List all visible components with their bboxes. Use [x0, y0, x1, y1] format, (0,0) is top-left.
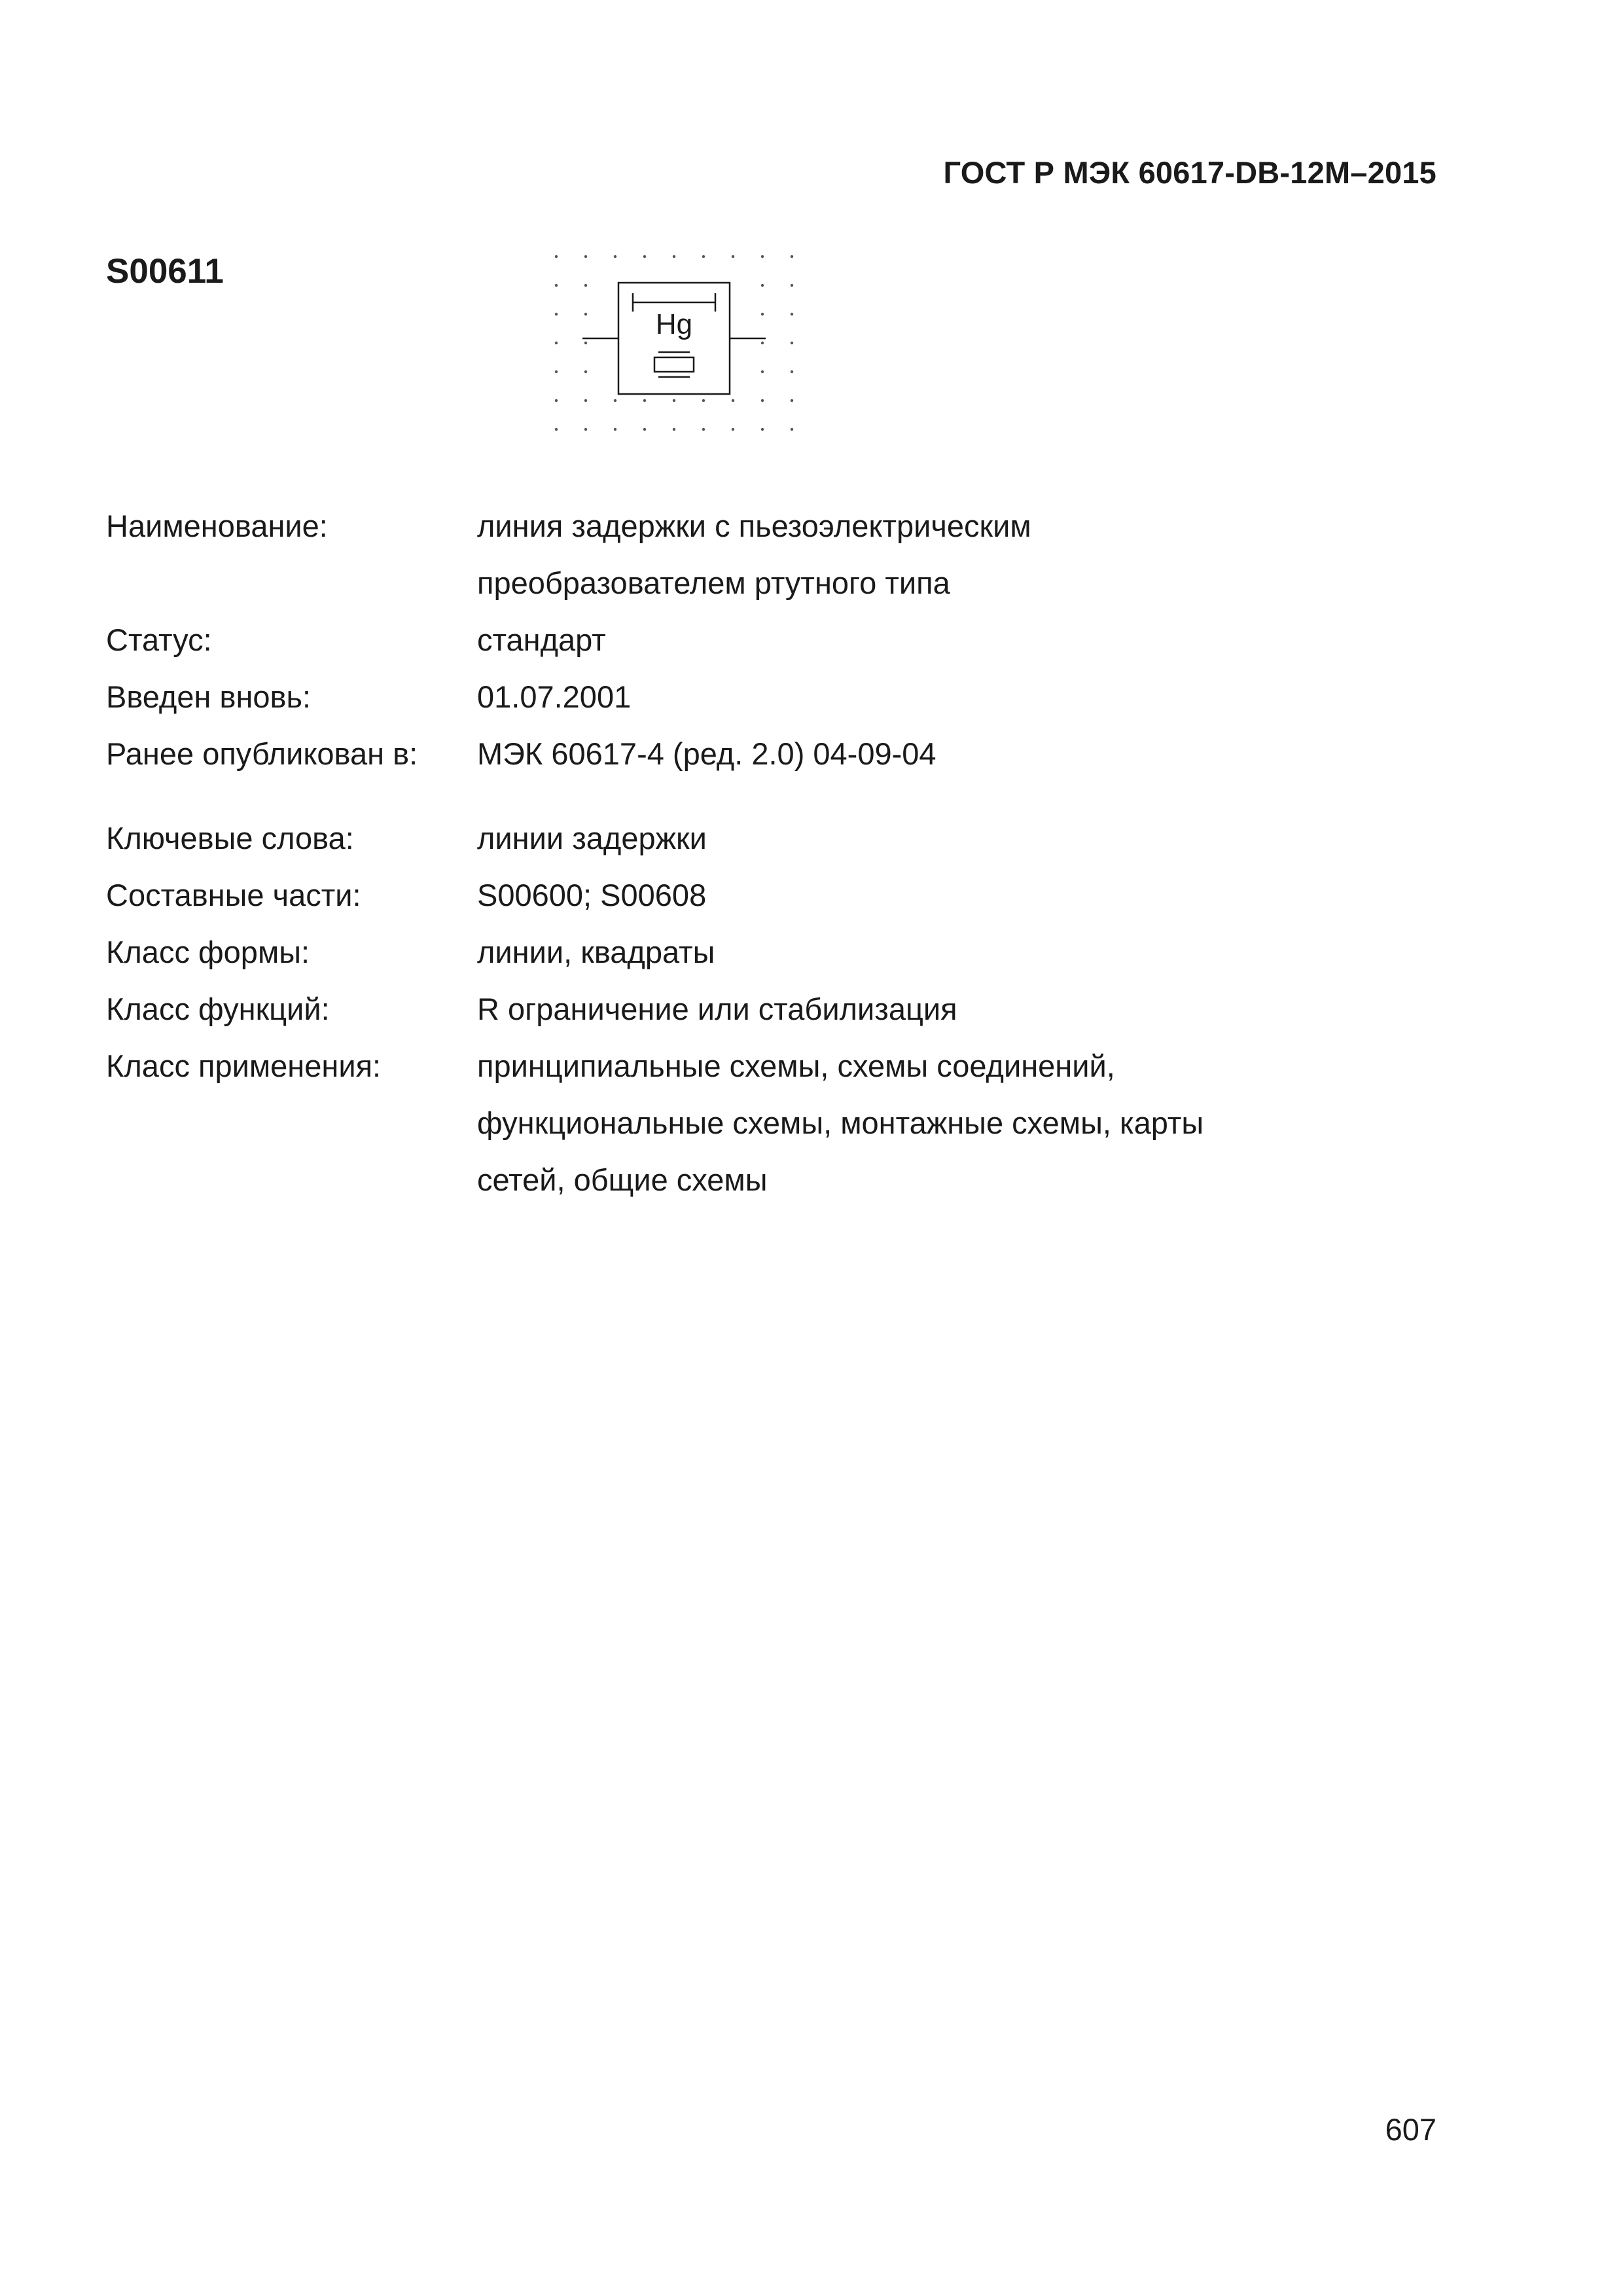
- grid-dots: [555, 255, 793, 431]
- property-row: [106, 810, 1448, 867]
- mercury-label: Hg: [655, 308, 693, 340]
- grid-dot: [555, 399, 558, 402]
- property-row: [106, 497, 1448, 554]
- property-label: Ключевые слова:: [106, 821, 354, 855]
- grid-dot: [732, 255, 734, 258]
- grid-dot: [643, 399, 646, 402]
- grid-dot: [761, 255, 764, 258]
- standard-designation: ГОСТ Р МЭК 60617-DB-12M–2015: [943, 155, 1436, 190]
- transducer-element: [654, 357, 694, 372]
- grid-dot: [614, 255, 616, 258]
- property-label: Статус:: [106, 622, 212, 657]
- property-value: сетей, общие схемы: [477, 1162, 768, 1197]
- property-value: преобразователем ртутного типа: [477, 565, 950, 600]
- property-value: линии задержки: [477, 821, 707, 855]
- grid-dot: [555, 370, 558, 373]
- grid-dot: [555, 284, 558, 287]
- property-label: [106, 1094, 477, 1151]
- grid-dot: [584, 428, 587, 431]
- grid-dot: [673, 255, 675, 258]
- grid-dot: [614, 399, 616, 402]
- property-row: [106, 1037, 1448, 1094]
- grid-dot: [673, 428, 675, 431]
- property-value: стандарт: [477, 622, 606, 657]
- grid-dot: [702, 399, 705, 402]
- property-value: линии, квадраты: [477, 935, 715, 969]
- grid-dot: [791, 284, 793, 287]
- grid-dot: [791, 428, 793, 431]
- section-gap: [106, 782, 1448, 810]
- grid-dot: [643, 255, 646, 258]
- grid-dot: [555, 428, 558, 431]
- property-row: [106, 668, 1448, 725]
- page-number: 607: [1385, 2112, 1436, 2147]
- grid-dot: [643, 428, 646, 431]
- grid-dot: [761, 370, 764, 373]
- grid-dot: [791, 313, 793, 315]
- property-label: [106, 1151, 477, 1208]
- property-label: Составные части:: [106, 878, 361, 912]
- property-value: принципиальные схемы, схемы соединений,: [477, 1049, 1115, 1083]
- grid-dot: [791, 342, 793, 344]
- grid-dot: [584, 284, 587, 287]
- grid-dot: [761, 342, 764, 344]
- grid-dot: [584, 342, 587, 344]
- property-row: [106, 1151, 1448, 1208]
- property-label: Введен вновь:: [106, 679, 312, 714]
- grid-dot: [555, 313, 558, 315]
- property-value: МЭК 60617-4 (ред. 2.0) 04-09-04: [477, 736, 936, 771]
- grid-dot: [732, 428, 734, 431]
- property-label: Класс применения:: [106, 1049, 382, 1083]
- grid-dot: [761, 399, 764, 402]
- grid-dot: [791, 370, 793, 373]
- grid-dot: [584, 370, 587, 373]
- property-label: Класс функций:: [106, 992, 330, 1026]
- property-value: 01.07.2001: [477, 679, 632, 714]
- grid-dot: [791, 399, 793, 402]
- grid-dot: [614, 428, 616, 431]
- property-value: R ограничение или стабилизация: [477, 992, 957, 1026]
- property-row: [106, 867, 1448, 924]
- grid-dot: [791, 255, 793, 258]
- property-value: функциональные схемы, монтажные схемы, карты: [477, 1105, 1204, 1140]
- property-label: Класс формы:: [106, 935, 310, 969]
- property-row: [106, 611, 1448, 668]
- grid-dot: [555, 342, 558, 344]
- property-row: [106, 725, 1448, 782]
- grid-dot: [702, 428, 705, 431]
- property-label: Наименование:: [106, 509, 328, 543]
- grid-dot: [761, 284, 764, 287]
- property-label: [106, 554, 477, 611]
- property-value: линия задержки с пьезоэлектрическим: [477, 509, 1031, 543]
- symbol-properties: [106, 497, 1448, 1208]
- property-row: [106, 980, 1448, 1037]
- grid-dot: [584, 399, 587, 402]
- grid-dot: [584, 313, 587, 315]
- grid-dot: [584, 255, 587, 258]
- grid-dot: [761, 313, 764, 315]
- grid-dot: [761, 428, 764, 431]
- property-row: [106, 554, 1448, 611]
- property-row: [106, 924, 1448, 980]
- grid-dot: [555, 255, 558, 258]
- property-value: S00600; S00608: [477, 878, 707, 912]
- property-row: [106, 1094, 1448, 1151]
- grid-dot: [673, 399, 675, 402]
- grid-dot: [732, 399, 734, 402]
- delay-line-symbol-figure: [537, 242, 812, 439]
- grid-dot: [702, 255, 705, 258]
- property-label: Ранее опубликован в:: [106, 736, 418, 771]
- symbol-id: S00611: [106, 252, 224, 291]
